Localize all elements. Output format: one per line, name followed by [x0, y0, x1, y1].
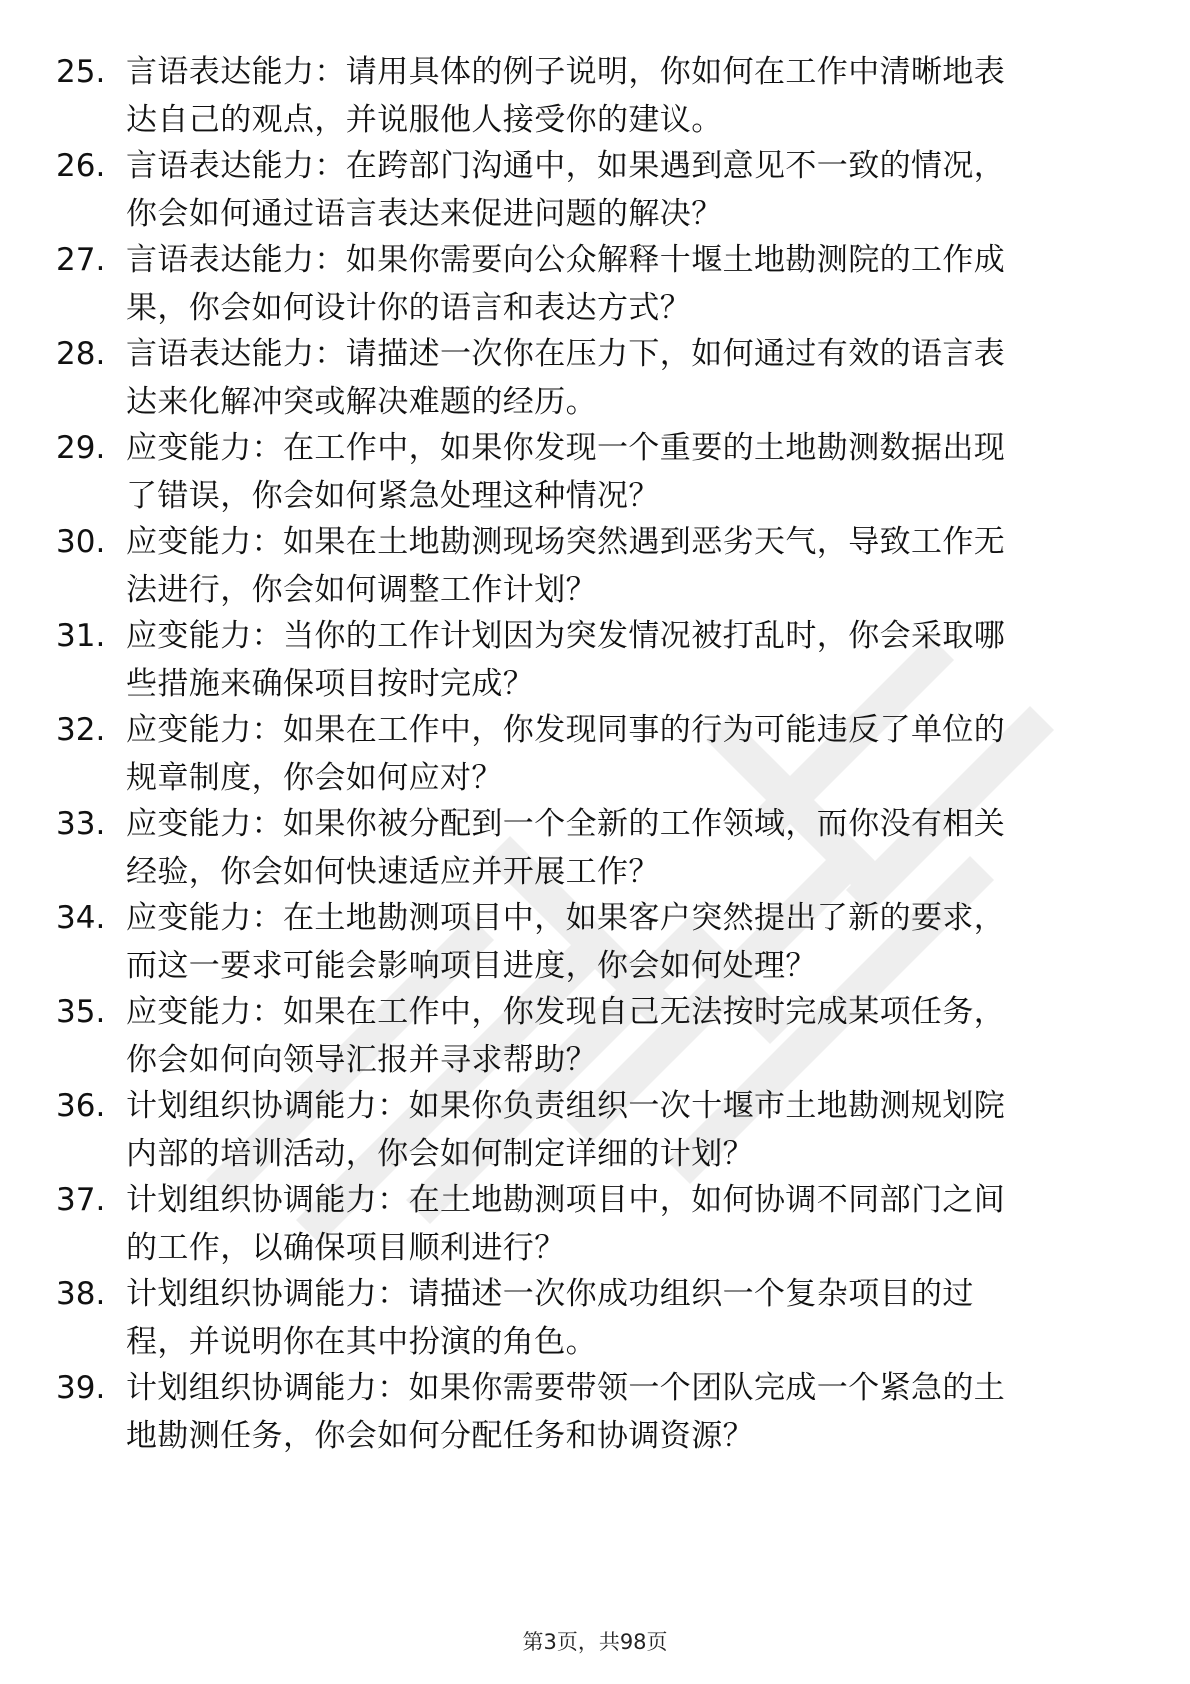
question-text: 言语表达能力：请描述一次你在压力下，如何通过有效的语言表 达来化解冲突或解决难题的经历。: [126, 336, 1006, 420]
question-number: 36.: [56, 1088, 106, 1124]
question-text: 应变能力：如果在工作中，你发现同事的行为可能违反了单位的 规章制度，你会如何应对？: [126, 712, 1006, 796]
question-item: [0, 518, 1190, 618]
question-text: 言语表达能力：在跨部门沟通中，如果遇到意见不一致的情况， 你会如何通过语言表达来促进问题的解决？: [126, 148, 1006, 232]
question-text: 言语表达能力：如果你需要向公众解释十堰土地勘测院的工作成 果，你会如何设计你的语言和表达方式？: [126, 242, 1006, 326]
question-item: [0, 1364, 1190, 1464]
question-number: 28.: [56, 336, 106, 372]
question-number: 32.: [56, 712, 106, 748]
question-number: 38.: [56, 1276, 106, 1312]
question-number: 31.: [56, 618, 106, 654]
question-item: [0, 894, 1190, 994]
question-text: 应变能力：在土地勘测项目中，如果客户突然提出了新的要求， 而这一要求可能会影响项目进度，你会如何处理？: [126, 900, 1006, 984]
question-text: 应变能力：如果在工作中，你发现自己无法按时完成某项任务， 你会如何向领导汇报并寻求帮助？: [126, 994, 1006, 1078]
question-number: 35.: [56, 994, 106, 1030]
question-item: [0, 48, 1190, 148]
question-number: 29.: [56, 430, 106, 466]
question-item: [0, 236, 1190, 336]
question-number: 30.: [56, 524, 106, 560]
question-item: [0, 612, 1190, 712]
page-footer: 第3页，共98页: [522, 1630, 668, 1654]
question-item: [0, 424, 1190, 524]
question-number: 25.: [56, 54, 106, 90]
question-number: 33.: [56, 806, 106, 842]
question-text: 应变能力：如果在土地勘测现场突然遇到恶劣天气，导致工作无 法进行，你会如何调整工作计划？: [126, 524, 1006, 608]
question-text: 应变能力：如果你被分配到一个全新的工作领域，而你没有相关 经验，你会如何快速适应并开展工作？: [126, 806, 1006, 890]
question-number: 27.: [56, 242, 106, 278]
question-number: 37.: [56, 1182, 106, 1218]
question-text: 计划组织协调能力：在土地勘测项目中，如何协调不同部门之间 的工作，以确保项目顺利进行？: [126, 1182, 1006, 1266]
question-text: 计划组织协调能力：如果你负责组织一次十堰市土地勘测规划院 内部的培训活动，你会如何制定详细的计划？: [126, 1088, 1006, 1172]
question-item: [0, 1176, 1190, 1276]
question-item: [0, 1270, 1190, 1370]
question-text: 计划组织协调能力：请描述一次你成功组织一个复杂项目的过 程，并说明你在其中扮演的角色。: [126, 1276, 974, 1360]
question-item: [0, 1082, 1190, 1182]
question-text: 应变能力：在工作中，如果你发现一个重要的土地勘测数据出现 了错误，你会如何紧急处理这种情况？: [126, 430, 1006, 514]
question-text: 应变能力：当你的工作计划因为突发情况被打乱时，你会采取哪 些措施来确保项目按时完成？: [126, 618, 1006, 702]
question-text: 计划组织协调能力：如果你需要带领一个团队完成一个紧急的土 地勘测任务，你会如何分配任务和协调资源？: [126, 1370, 1006, 1454]
question-item: [0, 800, 1190, 900]
question-number: 34.: [56, 900, 106, 936]
question-item: [0, 330, 1190, 430]
question-item: [0, 706, 1190, 806]
question-item: [0, 988, 1190, 1088]
question-number: 26.: [56, 148, 106, 184]
question-text: 言语表达能力：请用具体的例子说明，你如何在工作中清晰地表 达自己的观点，并说服他人接受你的建议。: [126, 54, 1006, 138]
question-item: [0, 142, 1190, 242]
question-number: 39.: [56, 1370, 106, 1406]
